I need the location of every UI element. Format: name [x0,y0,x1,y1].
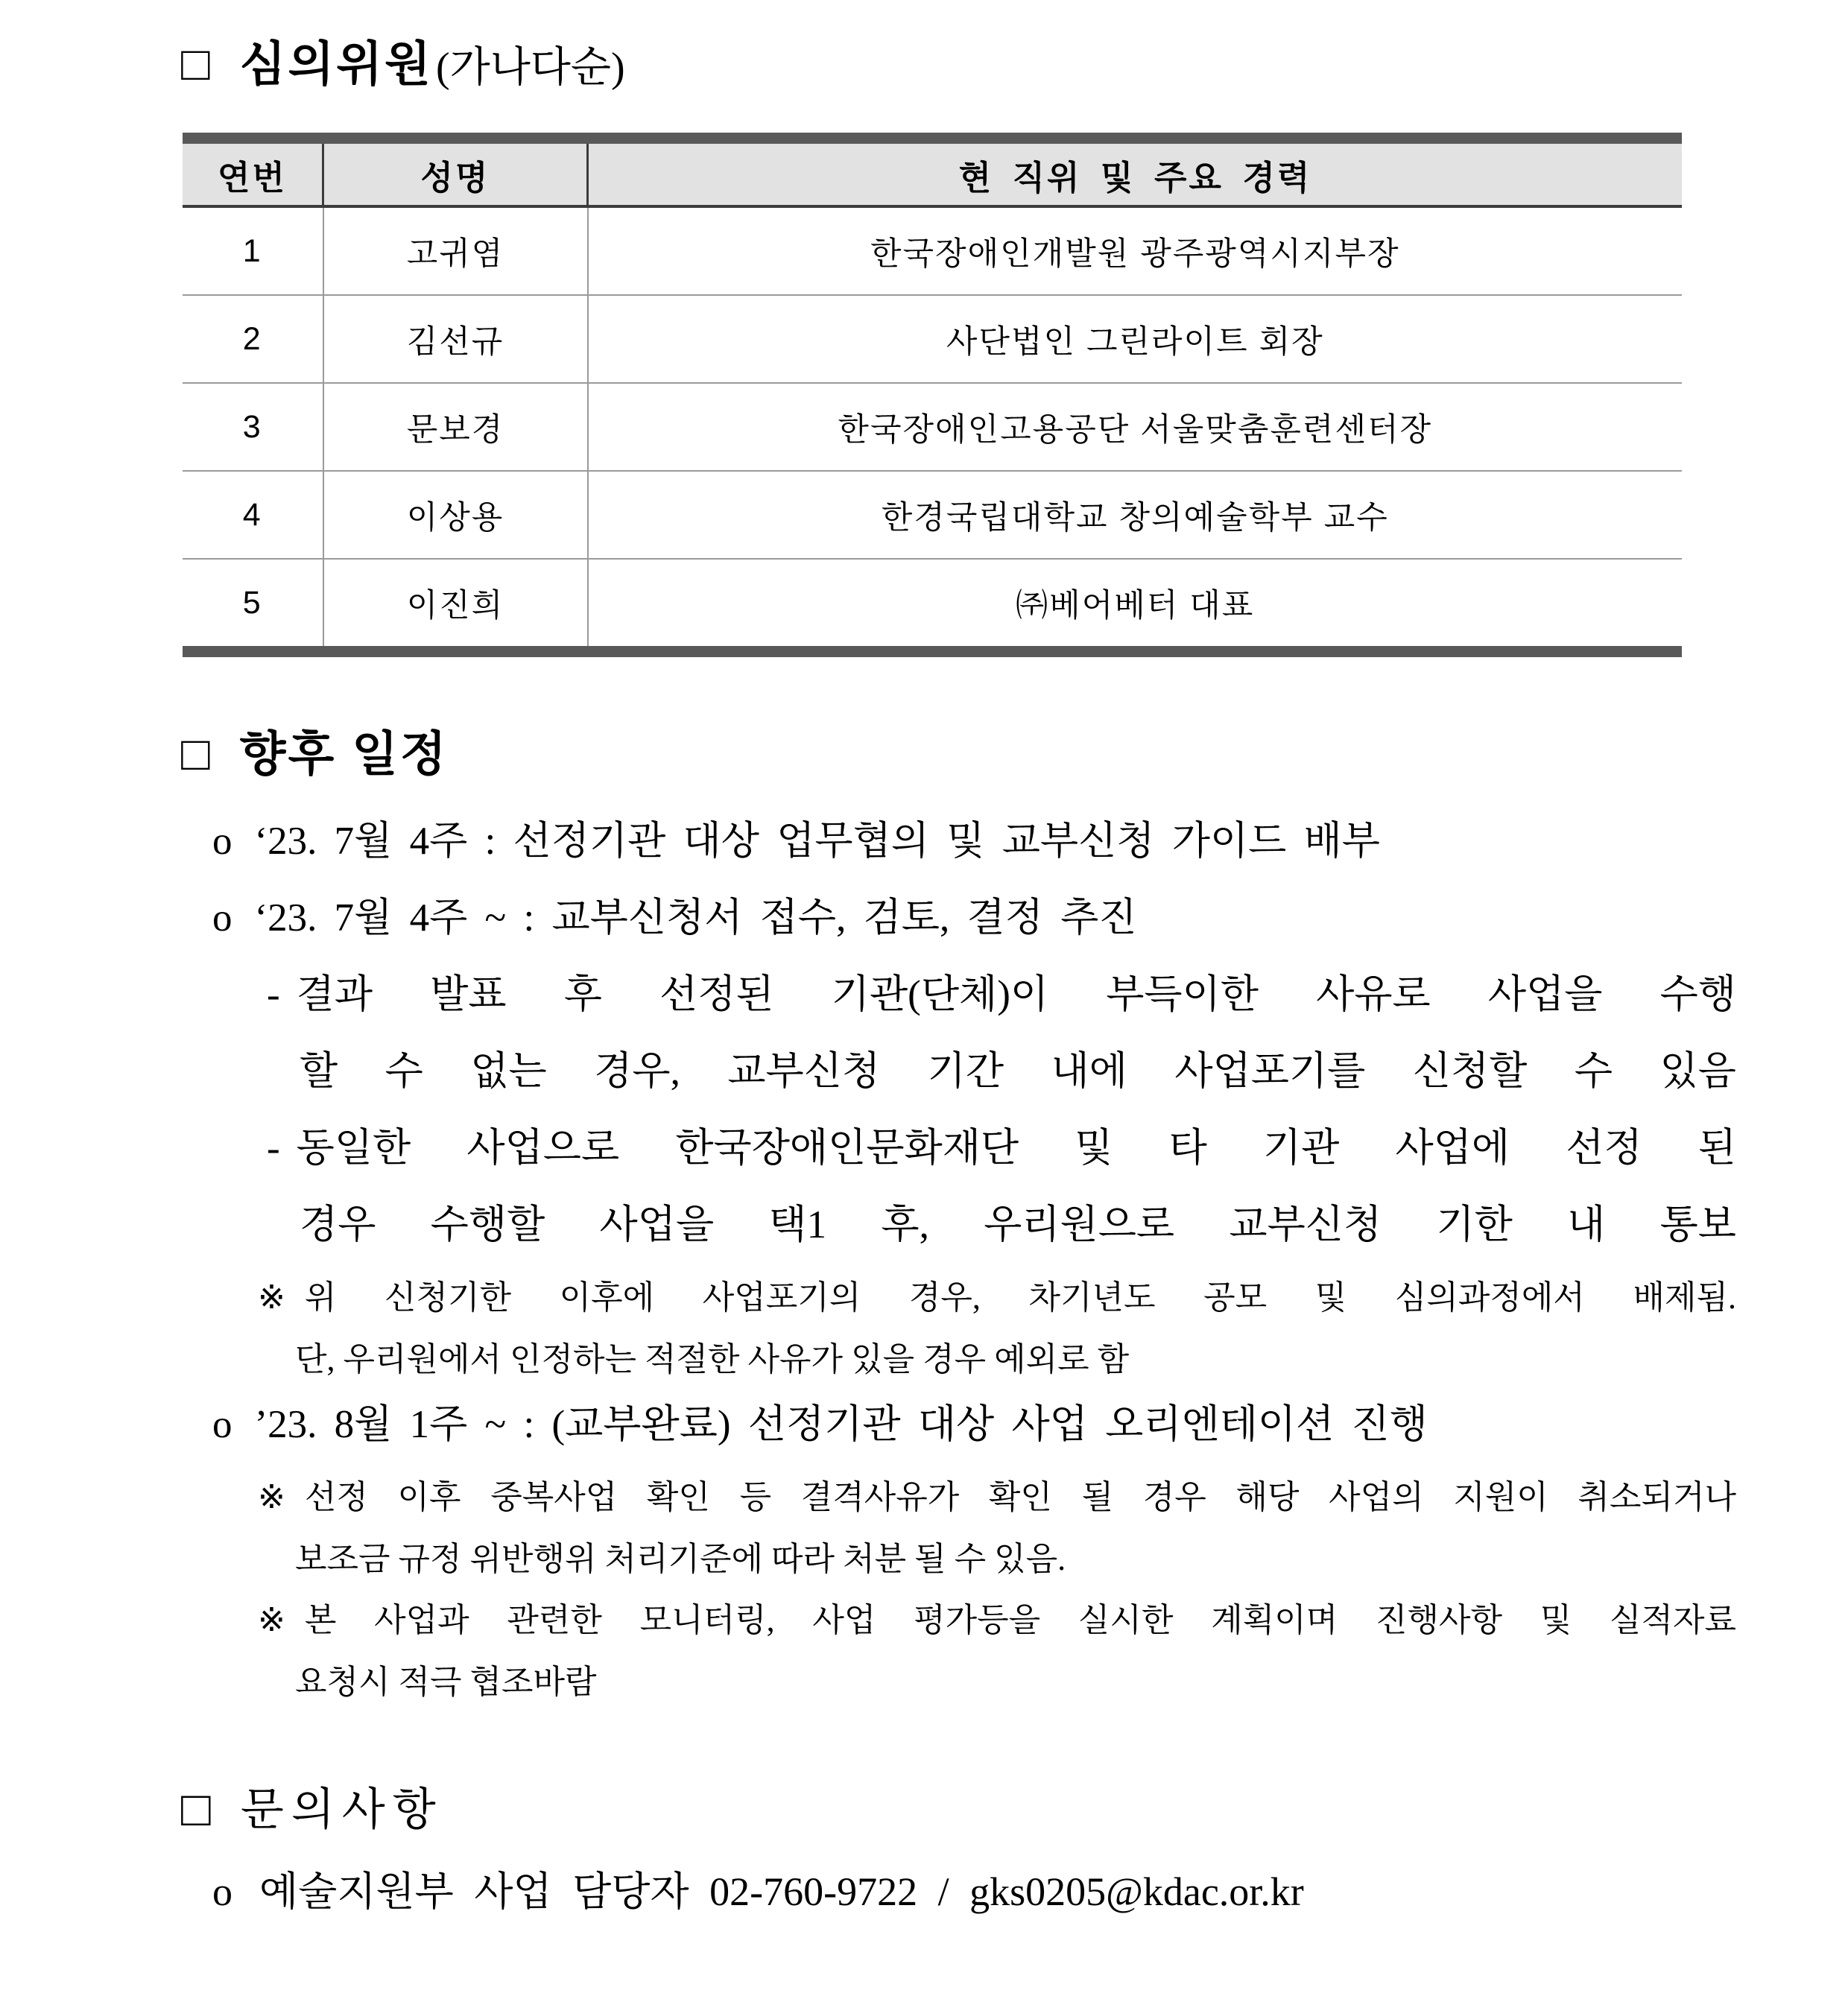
schedule-note-text: 본 사업과 관련한 모니터링, 사업 평가등을 실시한 계획이며 진행사항 및 실적자료 [304,1602,1736,1639]
cell-name: 이진희 [323,559,588,652]
schedule-item [0,1402,1736,1448]
cell-career: ㈜베어베터 대표 [588,559,1683,652]
table-header-row [183,139,1682,207]
inquiry-section-header [0,1781,1736,1837]
committee-table-body [183,206,1682,652]
cell-name: 문보경 [323,383,588,471]
dash-bullet-icon: - [267,1127,280,1170]
schedule-subitem-continuation [0,1049,1736,1094]
schedule-item [0,819,1736,864]
schedule-subitem-continuation [0,1203,1736,1248]
schedule-subitem [0,972,1736,1018]
table-row [183,295,1682,383]
circle-bullet-icon: o [212,1403,232,1447]
contact-text: 예술지원부 사업 담당자 02-760-9722 / gks0205@kdac.or.kr [259,1869,1304,1914]
schedule-item-text: ‘23. 7월 4주 : 선정기관 대상 업무협의 및 교부신청 가이드 배부 [254,820,1380,864]
schedule-note-text: 요청시 적극 협조바람 [295,1663,597,1700]
cell-name: 김선규 [323,295,588,383]
cell-career: 한경국립대학교 창의예술학부 교수 [588,471,1683,559]
reference-mark-icon: ※ [258,1279,285,1317]
table-row [183,471,1682,559]
schedule-subitem [0,1126,1736,1171]
committee-title-suffix: (가나다순) [435,45,625,91]
schedule-item-text: 경우 수행할 사업을 택1 후, 우리원으로 교부신청 기한 내 통보 [300,1203,1736,1247]
cell-no: 1 [242,232,262,269]
committee-title: 심의위원 [239,37,433,91]
schedule-item [0,896,1736,941]
reference-mark-icon: ※ [258,1479,285,1516]
cell-career: 한국장애인개발원 광주광역시지부장 [870,235,1400,272]
schedule-note-text: 위 신청기한 이후에 사업포기의 경우, 차기년도 공모 및 심의과정에서 배제됨. [304,1279,1736,1317]
schedule-item-text: ’23. 8월 1주 ~ : (교부완료) 선정기관 대상 사업 오리엔테이션 진행 [254,1403,1428,1447]
square-bullet-icon: □ [181,727,210,781]
square-bullet-icon: □ [181,1781,211,1837]
reference-mark-icon: ※ [258,1602,285,1639]
cell-name: 이상용 [323,471,588,559]
cell-career: 한국장애인고용공단 서울맞춤훈련센터장 [588,383,1683,471]
dash-bullet-icon: - [267,973,280,1017]
schedule-note-text: 선정 이후 중복사업 확인 등 결격사유가 확인 될 경우 해당 사업의 지원이 취소되거나 [304,1479,1736,1516]
col-header-career: 현 직위 및 주요 경력 [588,139,1683,207]
schedule-note [0,1279,1736,1317]
schedule-item-text: 할 수 없는 경우, 교부신청 기간 내에 사업포기를 신청할 수 있음 [300,1050,1736,1094]
schedule-title: 향후 일정 [239,727,449,781]
schedule-item-text: ‘23. 7월 4주 ~ : 교부신청서 접수, 검토, 결정 추진 [254,896,1137,940]
schedule-section-header [0,728,1736,780]
inquiry-title: 문의사항 [240,1784,443,1834]
schedule-note-continuation [0,1541,1736,1579]
committee-table-head [183,139,1682,207]
cell-no: 2 [183,295,323,383]
cell-no: 3 [183,383,323,471]
schedule-note-text: 보조금 규정 위반행위 처리기준에 따라 처분 될 수 있음. [295,1540,1066,1577]
schedule-note [0,1479,1736,1517]
cell-no: 5 [183,559,323,652]
circle-bullet-icon: o [212,820,232,864]
committee-table [183,133,1682,657]
schedule-note-text: 단, 우리원에서 인정하는 적절한 사유가 있을 경우 예외로 함 [295,1340,1130,1378]
cell-career: 사단법인 그린라이트 회장 [588,295,1683,383]
col-header-no: 연번 [183,139,323,207]
circle-bullet-icon: o [212,1869,232,1914]
contact-line [0,1869,1736,1915]
schedule-note [0,1602,1736,1640]
schedule-note-continuation [0,1664,1736,1702]
schedule-item-text: 결과 발표 후 선정된 기관(단체)이 부득이한 사유로 사업을 수행 [296,973,1736,1017]
schedule-item-text: 동일한 사업으로 한국장애인문화재단 및 타 기관 사업에 선정 된 [296,1127,1736,1170]
circle-bullet-icon: o [212,896,232,940]
cell-no: 4 [183,471,323,559]
table-row [183,383,1682,471]
square-bullet-icon: □ [181,37,210,90]
committee-section-header [0,34,1736,94]
cell-name: 고귀염 [323,206,588,295]
col-header-name: 성명 [323,139,588,207]
schedule-list [0,819,1736,1701]
table-row [183,206,1682,295]
schedule-note-continuation [0,1341,1736,1379]
table-row [183,559,1682,652]
